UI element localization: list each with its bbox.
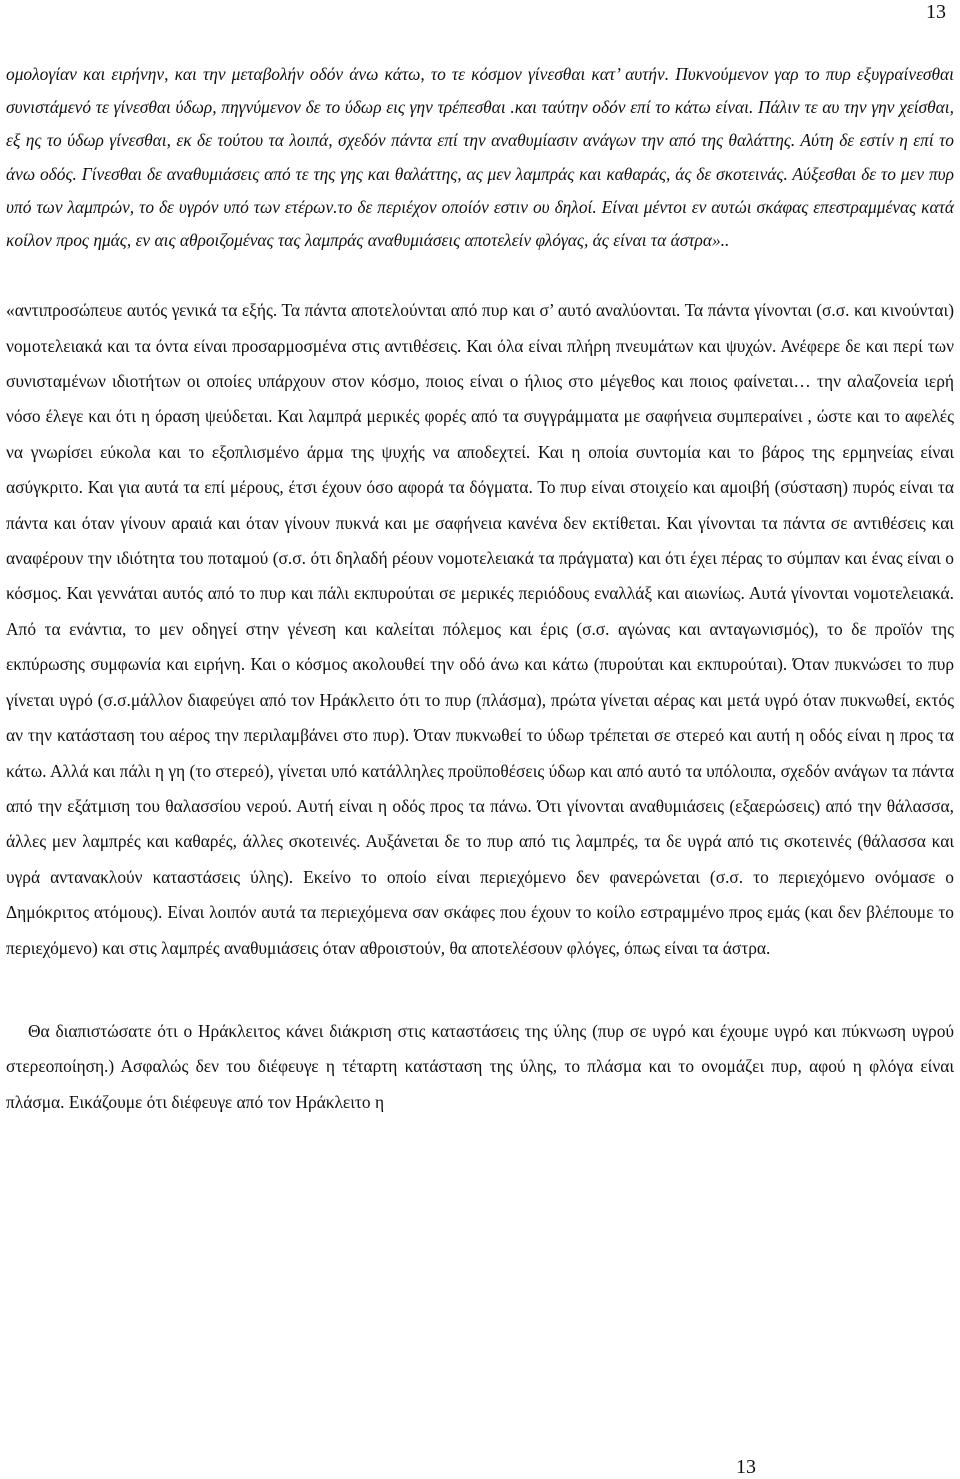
commentary-paragraph: Θα διαπιστώσατε ότι ο Ηράκλειτος κάνει διάκριση στις καταστάσεις της ύλης (πυρ σε υγρό και έχουμε υγρό και πύκνωση υγρού στερεοποίηση.) Ασφαλώς δεν του διέφευγε η τέταρτη κατάσταση της ύλης, το πλάσμα και το ονομάζει πυρ, αφού η φλόγα είναι πλάσμα. Εικάζουμε ότι διέφευγε από τον Ηράκλειτο η	[6, 1020, 954, 1112]
page-number-bottom: 13	[736, 1456, 756, 1478]
page-number-top: 13	[926, 1, 946, 23]
page-content	[6, 58, 954, 1120]
translation-paragraph: «αντιπροσώπευε αυτός γενικά τα εξής. Τα πάντα αποτελούνται από πυρ και σ’ αυτό αναλύονται. Τα πάντα γίνονται (σ.σ. και κινούνται) νομοτελειακά και τα όντα είναι προσαρμοσμένα στις αντιθέσεις. Και όλα είναι πλήρη πνευμάτων και ψυχών. Ανέφερε δε και περί των συνισταμένων ιδιοτήτων οι οποίες υπάρχουν στον κόσμο, ποιος είναι ο ήλιος στο μέγεθος και ποιος φαίνεται… την αλαζονεία ιερή νόσο έλεγε και ότι η όραση ψεύδεται. Και λαμπρά μερικές φορές από τα συγγράμματα με σαφήνεια συμπεραίνει , ώστε και το αφελές να γνωρίσει εύκολα και το εξοπλισμένο άρμα της ψυχής να αποδεχτεί. Και η οποία συντομία και το βάρος της ερμηνείας είναι ασύγκριτο. Και για αυτά τα επί μέρους, έτσι έχουν όσο αφορά τα δόγματα. Το πυρ είναι στοιχείο και αμοιβή (σύσταση) πυρός είναι τα πάντα και όταν γίνουν αραιά και όταν γίνουν πυκνά και με σαφήνεια κανένα δεν εκτίθεται. Και γίνονται τα πάντα σε αντιθέσεις και αναφέρουν την ιδιότητα του ποταμού (σ.σ. ότι δηλαδή ρέουν νομοτελειακά τα πράγματα) και ότι έχει πέρας το σύμπαν και ένας είναι ο κόσμος. Και γεννάται αυτός από το πυρ και πάλι εκπυρούται σε μερικές περιόδους εναλλάξ και αιωνίως. Αυτά γίνονται νομοτελειακά. Από τα ενάντια, το μεν οδηγεί στην γένεση και καλείται πόλεμος και έρις (σ.σ. αγώνας και ανταγωνισμός), το δε προϊόν της εκπύρωσης συμφωνία και ειρήνη. Και ο κόσμος ακολουθεί την οδό άνω και κάτω (πυρούται και εκπυρούται). Όταν πυκνώσει το πυρ γίνεται υγρό (σ.σ.μάλλον διαφεύγει από τον Ηράκλειτο ότι το πυρ (πλάσμα), πρώτα γίνεται αέρας και μετά υγρό όταν πυκνωθεί, εκτός αν την κατάσταση του αέρος την περιλαμβάνει στο πυρ). Όταν πυκνωθεί το ύδωρ τρέπεται σε στερεό και αυτή η οδός είναι η προς τα κάτω. Αλλά και πάλι η γη (το στερεό), γίνεται υπό κατάλληλες προϋποθέσεις ύδωρ και από αυτό τα υπόλοιπα, σχεδόν ανάγων τα πάντα από την εξάτμιση του θαλασσίου νερού. Αυτή είναι η οδός προς τα πάνω. Ότι γίνονται αναθυμιάσεις (εξαερώσεις) από την θάλασσα, άλλες μεν λαμπρές και καθαρές, άλλες σκοτεινές. Αυξάνεται δε το πυρ από τις λαμπρές, τα δε υγρά από τις σκοτεινές (θάλασσα και υγρά αντανακλούν καταστάσεις ύλης). Εκείνο το οποίο είναι περιεχόμενο δεν φανερώνεται (σ.σ. το περιεχόμενο ονόμασε ο Δημόκριτος ατόμους). Είναι λοιπόν αυτά τα περιεχόμενα σαν σκάφες που έχουν το κοίλο εστραμμένο προς εμάς (και δεν βλέπουμε το περιεχόμενο) και στις λαμπρές αναθυμιάσεις όταν αθροιστούν, θα αποτελέσουν φλόγες, όπως είναι τα άστρα.	[6, 300, 954, 958]
paragraph-spacer	[6, 966, 954, 1014]
paragraph-spacer	[6, 257, 954, 293]
ancient-greek-quote-paragraph: ομολογίαν και ειρήνην, και την μεταβολήν οδόν άνω κάτω, το τε κόσμον γίνεσθαι κατ’ αυτήν. Πυκνούμενον γαρ το πυρ εξυγραίνεσθαι συνιστάμενό τε γίνεσθαι ύδωρ, πηγνύμενον δε το ύδωρ εις γην τρέπεσθαι .και ταύτην οδόν επί το κάτω είναι. Πάλιν τε αυ την γην χείσθαι, εξ ης το ύδωρ γίνεσθαι, εκ δε τούτου τα λοιπά, σχεδόν πάντα επί την αναθυμίασιν ανάγων την από της θαλάττης. Αύτη δε εστίν η επί το άνω οδός. Γίνεσθαι δε αναθυμιάσεις από τε της γης και θαλάττης, ας μεν λαμπράς και καθαράς, άς δε σκοτεινάς. Αύξεσθαι δε το μεν πυρ υπό των λαμπρών, το δε υγρόν υπό των ετέρων.το δε περιέχον οποίόν εστιν ου δηλοί. Είναι μέντοι εν αυτώι σκάφας επεστραμμένας κατά κοίλον προς ημάς, εν αις αθροιζομένας τας λαμπράς αναθυμιάσεις αποτελείν φλόγας, άς είναι τα άστρα»..	[6, 64, 954, 251]
